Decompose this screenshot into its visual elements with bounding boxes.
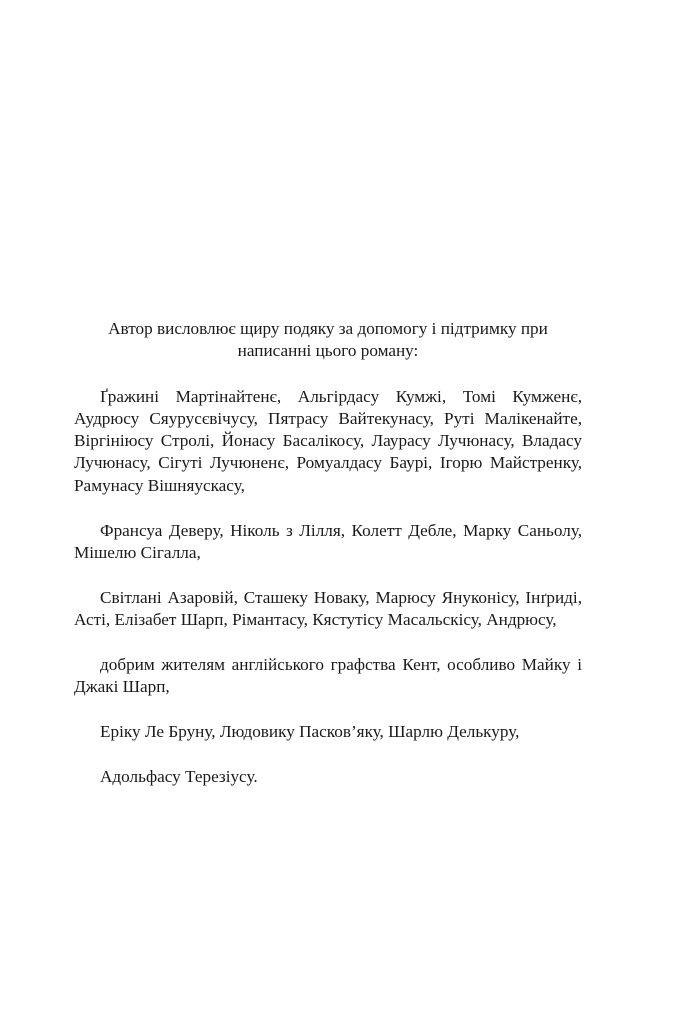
acknowledgements-paragraph-others: Світлані Азаровій, Сташеку Новаку, Марюсу Януконісу, Інґриді, Асті, Елізабет Шарп, Рімантасу, Кястутісу Масальскісу, Андрюсу, [74,587,582,629]
acknowledgements-paragraph-lithuanian: Ґражині Мартінайтенє, Альгірдасу Кумжі, Томі Кумженє, Аудрюсу Сяурусєвічусу, Пятрасу Вайтекунасу, Руті Малікенайте, Віргініюсу Стролі, Йонасу Басалікосу, Лаурасу Лучюнасу, Владасу Лучюнасу, Сігуті Лучюненє, Ромуалдасу Баурі, Ігорю Майстренку, Рамунасу Вішняускасу, [74,386,582,495]
acknowledgements-paragraph-publishers: Еріку Ле Бруну, Людовику Пасков’яку, Шарлю Делькуру, [100,721,520,741]
acknowledgements-paragraph-kent: добрим жителям англійського графства Кент, особливо Майку і Джакі Шарп, [74,654,582,697]
acknowledgements-intro: Автор висловлює щиру подяку за допомогу і підтримку при написанні цього роману: [108,319,548,361]
acknowledgements-paragraph-final: Адольфасу Терезіусу. [100,766,258,786]
acknowledgements-paragraph-french: Франсуа Деверу, Ніколь з Лілля, Колетт Дебле, Марку Саньолу, Мішелю Сігалла, [74,520,582,562]
acknowledgements-block [74,318,582,810]
